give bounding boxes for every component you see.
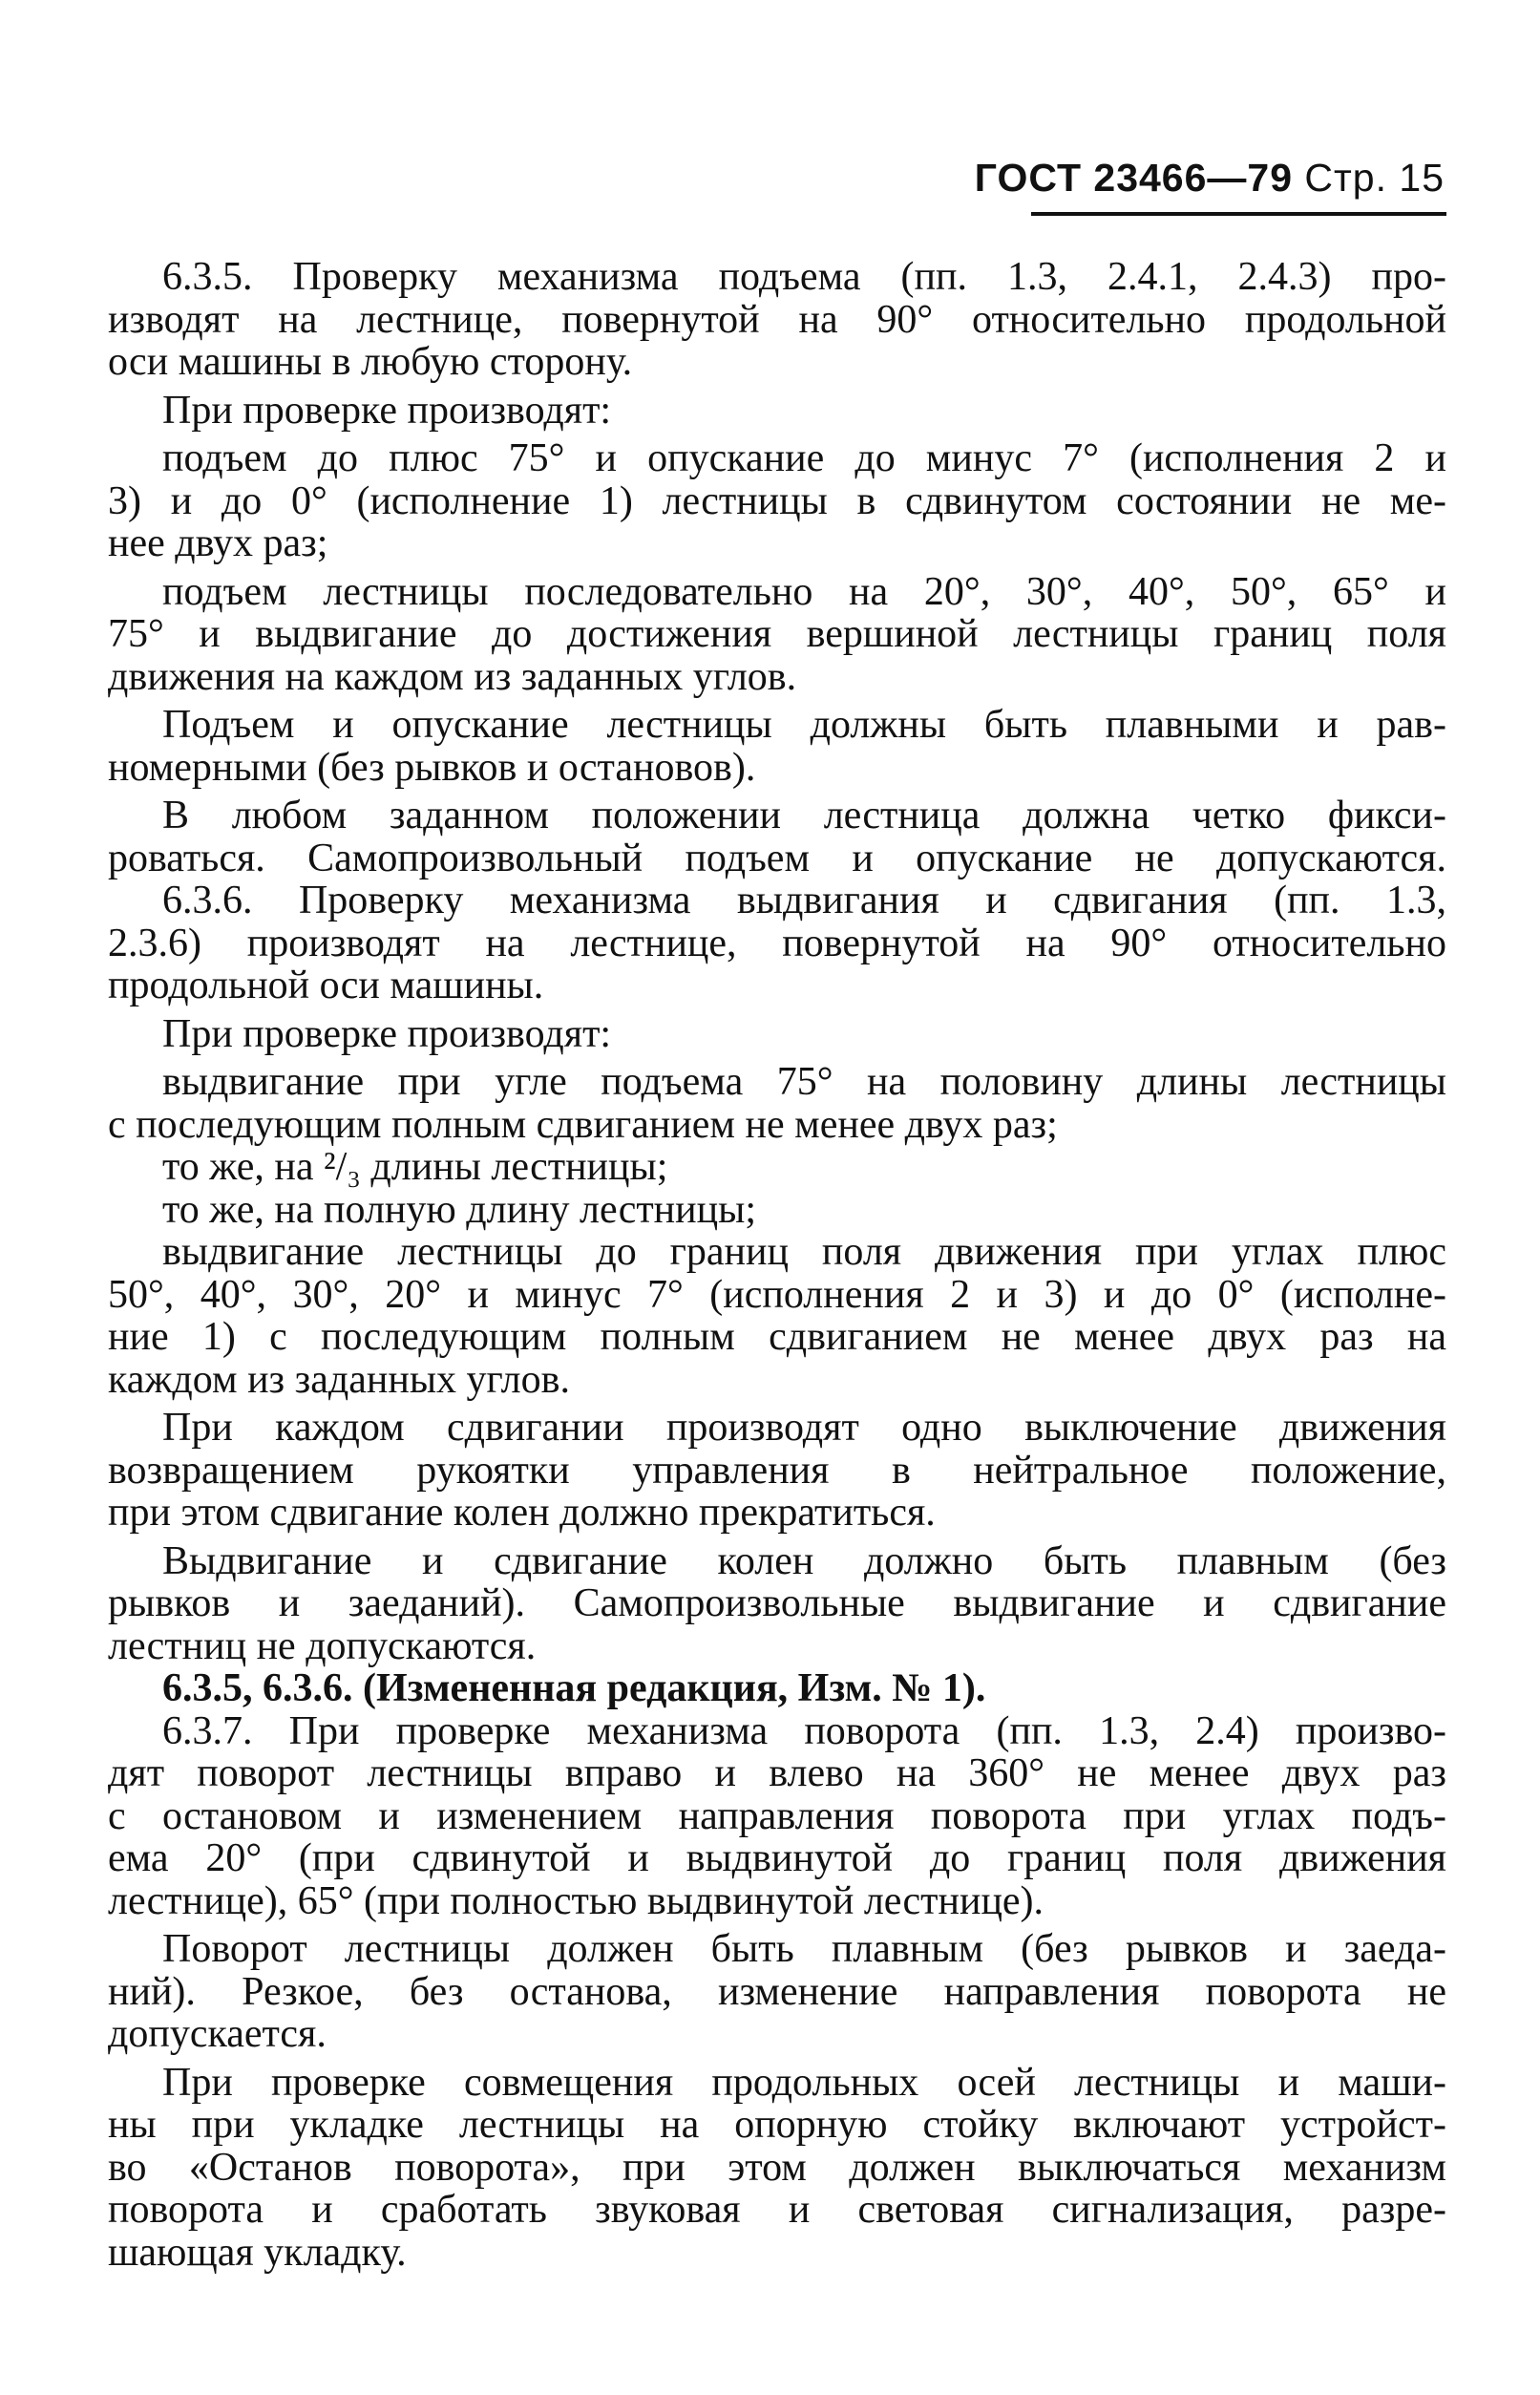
text-line: возвращением рукоятки управления в нейтральное положение, [108,1448,1446,1493]
page-number: Стр. 15 [1304,156,1445,200]
text-line: Выдвигание и сдвигание колен должно быть плавным (без [162,1538,1446,1583]
text-line: рывков и заеданий). Самопроизвольные выдвигание и сдвигание [108,1581,1446,1625]
text-line: с последующим полным сдвиганием не менее двух раз; [108,1102,1058,1147]
text-line: поворота и сработать звуковая и световая сигнализация, разре- [108,2188,1446,2232]
text-line: ема 20° (при сдвинутой и выдвинутой до границ поля движения [108,1836,1446,1880]
text-line: лестнице), 65° (при полностью выдвинутой лестнице). [108,1878,1044,1923]
page-header [975,155,1445,201]
text-line: выдвигание при угле подъема 75° на половину длины лестницы [162,1060,1446,1104]
standard-number: ГОСТ 23466—79 [974,156,1294,200]
text-line: выдвигание лестницы до границ поля движения при углах плюс [162,1230,1446,1274]
text-line: то же, на полную длину лестницы; [162,1187,757,1232]
text-line: изводят на лестнице, повернутой на 90° относительно продольной [108,297,1446,342]
text-line: ний). Резкое, без останова, изменение направления поворота не [108,1969,1446,2014]
text-line: движения на каждом из заданных углов. [108,654,797,699]
text-line: оси машины в любую сторону. [108,340,633,384]
text-line: 75° и выдвигание до достижения вершиной лестницы границ поля [108,612,1446,656]
text-line: лестниц не допускаются. [108,1623,537,1668]
text-line: подъем лестницы последовательно на 20°, 30°, 40°, 50°, 65° и [162,569,1446,614]
text-line: Подъем и опускание лестницы должны быть плавными и рав- [162,703,1446,747]
text-line: при этом сдвигание колен должно прекратиться. [108,1491,936,1535]
text-line: во «Останов поворота», при этом должен выключаться механизм [108,2145,1446,2190]
text-line: В любом заданном положении лестница должна четко фикси- [162,794,1446,837]
text-line: При каждом сдвигании производят одно выключение движения [162,1406,1446,1450]
text-line: шающая укладку. [108,2230,407,2275]
text-line: ны при укладке лестницы на опорную стойку включают устройст- [108,2103,1446,2147]
text-line: 6.3.5. Проверку механизма подъема (пп. 1.3, 2.4.1, 2.4.3) про- [162,255,1446,299]
header-rule [1031,212,1446,216]
document-body [108,256,1446,2274]
text-line: продольной оси машины. [108,964,544,1007]
text-line: При проверке производят: [162,388,612,433]
text-line: номерными (без рывков и остановов). [108,745,756,790]
text-line: дят поворот лестницы вправо и влево на 360° не менее двух раз [108,1751,1446,1795]
text-line: ние 1) с последующим полным сдвиганием не менее двух раз на [108,1315,1446,1359]
text-line: При проверке производят: [162,1011,612,1056]
text-line: 3) и до 0° (исполнение 1) лестницы в сдвинутом состоянии не ме- [108,478,1446,523]
text-line: Поворот лестницы должен быть плавным (без рывков и заеда- [162,1927,1446,1971]
text-line: 2.3.6) производят на лестнице, повернутой на 90° относительно [108,921,1446,965]
text-line: 50°, 40°, 30°, 20° и минус 7° (исполнения 2 и 3) и до 0° (исполне- [108,1272,1446,1317]
text-line: нее двух раз; [108,521,328,565]
text-line: 6.3.6. Проверку механизма выдвигания и сдвигания (пп. 1.3, [162,879,1446,922]
text-line: подъем до плюс 75° и опускание до минус 7° (исполнения 2 и [162,436,1446,480]
text-line: допускается. [108,2012,327,2056]
text-line: 6.3.5, 6.3.6. (Измененная редакция, Изм. № 1). [162,1666,986,1710]
text-line: При проверке совмещения продольных осей лестницы и маши- [162,2060,1446,2105]
text-line: каждом из заданных углов. [108,1357,570,1402]
text-line: роваться. Самопроизвольный подъем и опускание не допускаются. [108,836,1446,880]
text-line: с остановом и изменением направления поворота при углах подъ- [108,1793,1446,1838]
text-line: то же, на ²/₃ длины лестницы; [162,1145,668,1189]
text-line: 6.3.7. При проверке механизма поворота (пп. 1.3, 2.4) произво- [162,1708,1446,1753]
